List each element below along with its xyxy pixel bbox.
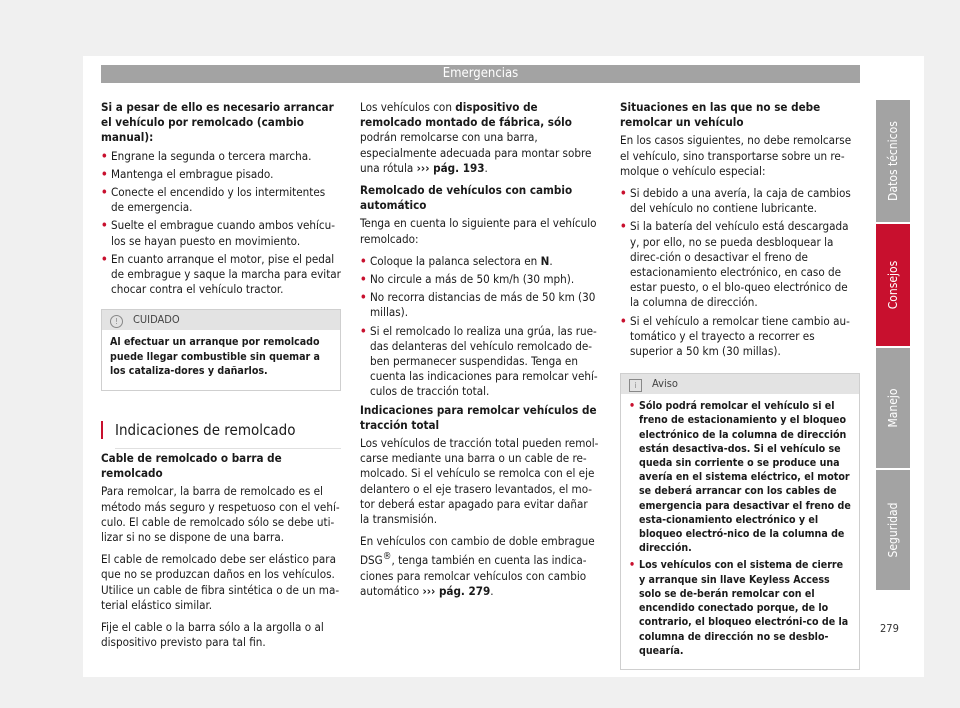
subheading: Remolcado de vehículos con cambio automático	[360, 183, 573, 213]
paragraph: Los vehículos de tracción total pueden remol-carse mediante una barra o un cable de re-molcado. Si el vehículo se remolca con el eje delantero o el eje trasero levantados, el mo-tor deberá estar apagado para evitar dañar la transmisión.	[360, 436, 599, 527]
subheading: Cable de remolcado o barra de remolcado	[101, 451, 282, 481]
text-run: , tenga también en cuenta las indica-ciones para remolcar vehículos con cambio automático	[360, 553, 587, 598]
caution-body	[102, 330, 340, 390]
bold-run: N	[540, 253, 550, 268]
list-item: • Suelte el embrague cuando ambos vehícu-los se hayan puesto en movimiento.	[101, 218, 341, 248]
subheading: Situaciones en las que no se debe remolcar un vehículo	[620, 100, 821, 130]
list-item: • Conecte el encendido y los intermitentes de emergencia.	[101, 185, 341, 215]
list-item: • No recorra distancias de más de 50 km (30 millas).	[360, 290, 600, 320]
tab-manejo[interactable]	[876, 348, 910, 468]
paragraph: En los casos siguientes, no debe remolcarse el vehículo, sino transportarse sobre un re-molque o vehículo especial:	[620, 133, 852, 178]
column-1	[101, 100, 341, 657]
text-run: Coloque la palanca selectora en	[370, 253, 541, 268]
intro-heading: Si a pesar de ello es necesario arrancar el vehículo por remolcado (cambio manual):	[101, 100, 334, 145]
paragraph: Los vehículos con dispositivo de remolcado montado de fábrica, sólo podrán remolcarse con una barra, especialmente adecuada para montar sobre una rótula ››› pág. 193.	[360, 100, 592, 175]
caution-title: CUIDADO	[133, 313, 180, 327]
list-item: • Coloque la palanca selectora en N.	[360, 254, 600, 269]
caution-text: Al efectuar un arranque por remolcado puede llegar combustible sin quemar a los cataliza-dores y dañarlos.	[110, 336, 320, 377]
list-item: • Mantenga el embrague pisado.	[101, 167, 341, 182]
list-item: • Si el remolcado lo realiza una grúa, las rue-das delanteras del vehículo remolcado de-ben permanecer suspendidas. Tenga en cuenta las indicaciones para remolcar vehí-culos de tracción total.	[360, 324, 600, 400]
caution-header	[102, 310, 340, 330]
paragraph: Fije el cable o la barra sólo a la argolla o al dispositivo previsto para tal fin.	[101, 620, 324, 650]
bold-run: dispositivo de remolcado montado de fábrica, sólo	[360, 100, 572, 130]
tab-label: Datos técnicos	[886, 121, 900, 201]
notice-item: • Sólo podrá remolcar el vehículo si el freno de estacionamiento y el bloqueo electrónico de la columna de dirección están desactiva-dos. Si el vehículo se queda sin corriente o se produce una avería en el sistema eléctrico, el motor se deberá arrancar con los cables de emergencia para desactivar el freno de esta-cionamiento electrónico y el bloqueo electró-nico de la columna de dirección.	[629, 399, 851, 555]
tab-label: Consejos	[886, 260, 900, 310]
list-item: • Engrane la segunda o tercera marcha.	[101, 149, 341, 164]
list-item: • Si debido a una avería, la caja de cambios del vehículo no contiene lubricante.	[620, 186, 860, 216]
notice-item: • Los vehículos con el sistema de cierre y arranque sin llave Keyless Access solo se de-berán remolcar con el encendido conectado porque, de lo contrario, el bloqueo electróni-co de la columna de dirección no se desblo-quearía.	[629, 558, 851, 657]
section-title: Indicaciones de remolcado	[101, 421, 341, 439]
superscript: ®	[382, 551, 392, 563]
list-item: • No circule a más de 50 km/h (30 mph).	[360, 272, 600, 287]
list-item: • Si la batería del vehículo está descargada y, por ello, no se pueda desbloquear la direc-ción o desactivar el freno de estacionamiento electrónico, en caso de estar puesto, o el blo-queo electrónico de la columna de dirección.	[620, 219, 860, 310]
tab-seguridad[interactable]	[876, 470, 910, 590]
tab-label: Seguridad	[886, 502, 900, 558]
list-item: • Si el vehículo a remolcar tiene cambio au-tomático y el trayecto a recorrer es superior a 50 km (30 millas).	[620, 314, 860, 360]
paragraph: En vehículos con cambio de doble embrague DSG®, tenga también en cuenta las indica-ciones para remolcar vehículos con cambio automático ››› pág. 279.	[360, 534, 595, 598]
page-reference-link[interactable]: ››› pág. 193	[416, 160, 485, 175]
notice-title: Aviso	[652, 377, 678, 391]
notice-body	[621, 394, 859, 669]
tab-consejos[interactable]	[876, 224, 910, 346]
warning-icon: !	[110, 315, 123, 328]
text-run: Los vehículos con	[360, 100, 456, 114]
caution-box	[101, 309, 341, 391]
paragraph: Para remolcar, la barra de remolcado es el método más seguro y respetuoso con el vehí-culo. El cable de remolcado sólo se debe uti-lizar si no se dispone de una barra.	[101, 484, 340, 545]
page-reference-link[interactable]: ››› pág. 279	[422, 583, 491, 598]
paragraph: El cable de remolcado debe ser elástico para que no se produzcan daños en los vehículos. Utilice un cable de fibra sintética o de un ma-terial elástico similar.	[101, 552, 340, 612]
notice-box	[620, 373, 860, 670]
text-run: podrán remolcarse con una barra, especialmente adecuada para montar sobre una rótula	[360, 130, 592, 175]
paragraph: Tenga en cuenta lo siguiente para el vehículo remolcado:	[360, 216, 597, 246]
text-run: En vehículos con cambio de doble embrague DSG	[360, 534, 595, 568]
tab-datos-tecnicos[interactable]	[876, 100, 910, 222]
list-item: • En cuanto arranque el motor, pise el pedal de embrague y saque la marcha para evitar chocar contra el vehículo tractor.	[101, 252, 341, 298]
notice-header	[621, 374, 859, 394]
page-number: 279	[880, 622, 899, 635]
column-2	[360, 100, 600, 606]
tab-label: Manejo	[886, 388, 900, 428]
info-icon: i	[629, 379, 642, 392]
page-header: Emergencias	[101, 65, 860, 83]
column-3	[620, 100, 860, 670]
subheading: Indicaciones para remolcar vehículos de tracción total	[360, 402, 597, 432]
